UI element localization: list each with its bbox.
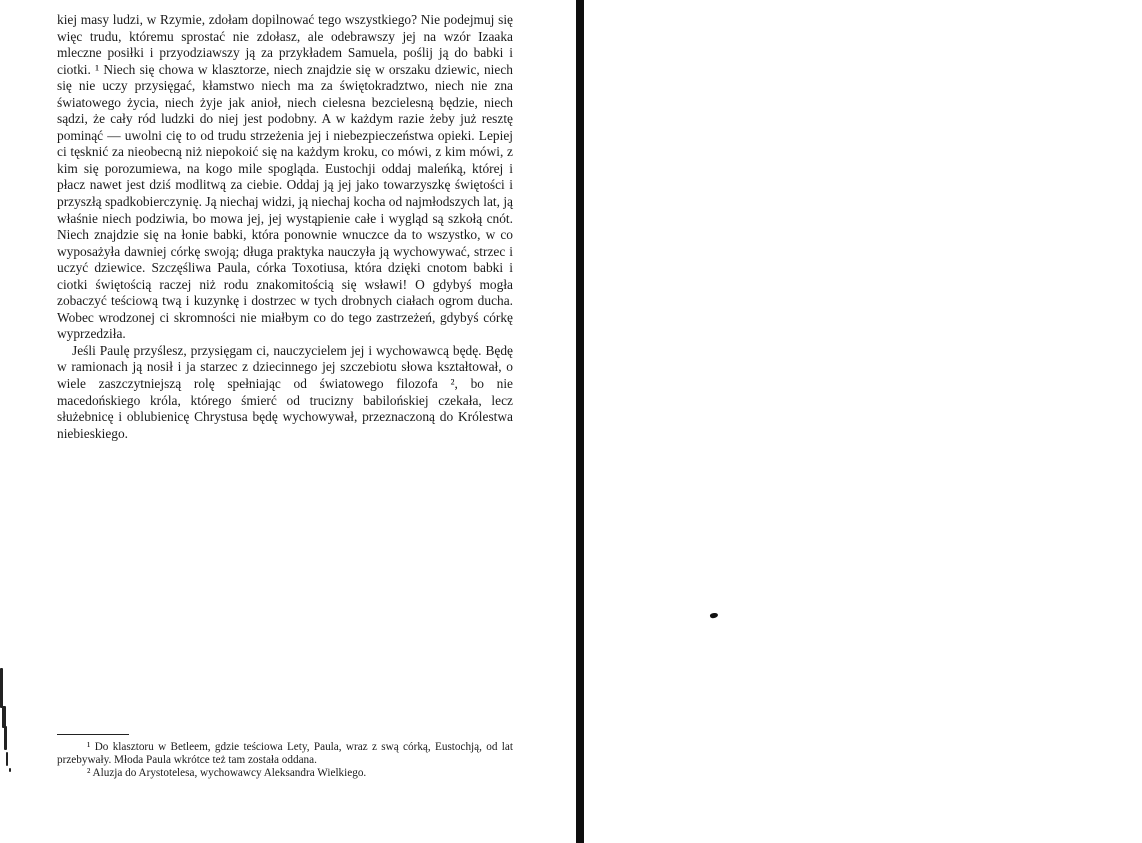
main-text: [57, 12, 513, 442]
footnote-separator: [57, 734, 129, 735]
footnotes: [57, 741, 513, 780]
footnote-2: ² Aluzja do Arystotelesa, wychowawcy Aleksandra Wielkiego.: [87, 766, 367, 779]
right-page-blank: [584, 0, 1142, 843]
footnote-1: ¹ Do klasztoru w Betleem, gdzie teściowa Lety, Paula, wraz z swą córką, Eustochją, od lat przebywały. Młoda Paula wkrótce też tam została oddana.: [57, 741, 513, 766]
scan-edge-artifact: [0, 668, 10, 778]
paragraph-1: kiej masy ludzi, w Rzymie, zdołam dopilnować tego wszystkiego? Nie podejmuj się więc trudu, któremu sprostać nie zdołasz, ale odebrawszy jej na wzór Izaaka mleczne posiłki i przyodziawszy ją za przykładem Samuela, poślij ją do babki i ciotki. ¹ Niech się chowa w klasztorze, niech znajdzie się w orszaku dziewic, niech się nie uczy przysięgać, kłamstwo niech ma za świętokradztwo, niech nie zna światowego życia, niech żyje jak anioł, niech cielesna bezcielesną będzie, niech sądzi, że cały ród ludzki do niej jest podobny. A w każdym razie żeby już resztę pominąć — uwolni cię to od trudu strzeżenia jej i niebezpieczeństwa opieki. Lepiej ci tęsknić za nieobecną niż niepokoić się na każdym kroku, co mówi, z kim mówi, z kim się porozumiewa, na kogo mile spogląda. Eustochji oddaj maleńką, której i płacz nawet jest dziś modlitwą za ciebie. Oddaj ją jej jako towarzyszkę świętości i przyszłą spadkobierczynię. Ją niechaj widzi, ją niechaj kocha od najmłodszych lat, ją właśnie niech podziwia, bo mowa jej, jej wystąpienie całe i wygląd są szkołą cnót. Niech znajdzie się na łonie babki, która ponownie wnuczce da to wszystko, w co wyposażyła dawniej córkę swoją; długa praktyka nauczyła ją wychowywać, strzec i uczyć dziewice. Szczęśliwa Paula, córka Toxotiusa, która dzięki cnotom babki i ciotki świętością raczej niż rodu znakomitością się wsławi! O gdybyś mogła zobaczyć teściową twą i kuzynkę i dostrzec w tych drobnych ciałach ogrom ducha. Wobec wrodzonej ci skromności nie miałbym co do tego zastrzeżeń, gdybyś córkę wyprzedziła.: [57, 12, 513, 342]
book-gutter: [576, 0, 584, 843]
paragraph-2: Jeśli Paulę przyślesz, przysięgam ci, nauczycielem jej i wychowawcą będę. Będę w ramionach ją nosił i ja starzec z dziecinnego jej szczebiotu słowa kształtował, o wiele zaszczytniejszą rolę spełniając od światowego filozofa ², bo nie macedońskiego króla, którego śmierć od trucizny babilońskiej czekała, lecz służebnicę i oblubienicę Chrystusa będę wychowywał, przeznaczoną do Królestwa niebieskiego.: [57, 342, 513, 441]
